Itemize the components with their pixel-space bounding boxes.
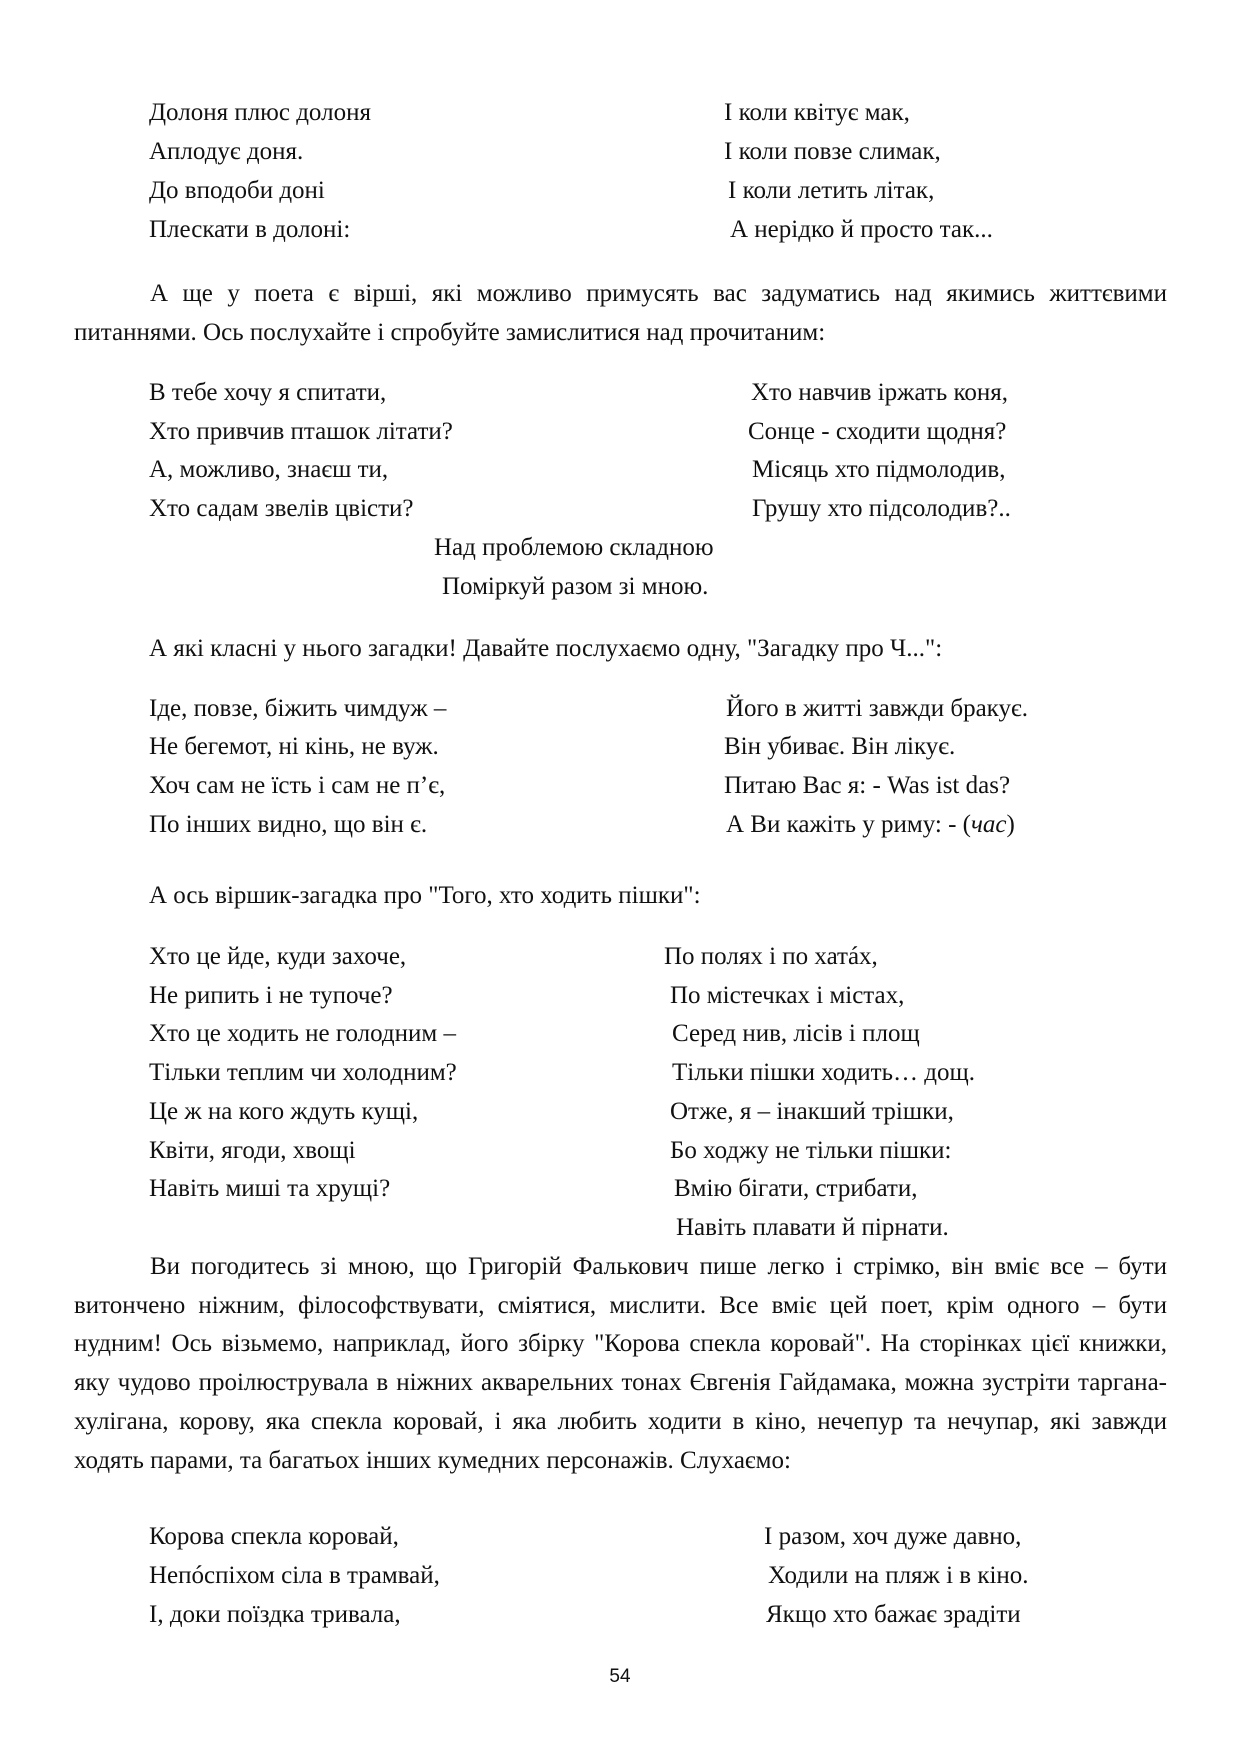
poem-4-left-line-7: Навіть миші та хрущі? bbox=[149, 1175, 391, 1202]
poem-1-right-line-1: І коли квітує мак, bbox=[724, 99, 910, 126]
poem-4-right-line-6: Бо ходжу не тільки пішки: bbox=[670, 1137, 952, 1164]
poem-1-left-line-2: Аплодує доня. bbox=[149, 138, 304, 165]
poem-4-right-line-7: Вмію бігати, стрибати, bbox=[674, 1175, 918, 1202]
poem-2-left-line-3: А, можливо, знаєш ти, bbox=[149, 456, 389, 483]
poem-5-left-line-1: Корова спекла коровай, bbox=[149, 1523, 399, 1550]
poem-3-left-line-4: По інших видно, що він є. bbox=[149, 811, 428, 838]
poem-5-right-line-2: Ходили на пляж і в кіно. bbox=[768, 1562, 1029, 1589]
paragraph-1 bbox=[74, 275, 1167, 352]
poem-2-center-line-2: Поміркуй разом зі мною. bbox=[442, 573, 709, 600]
paragraph-4 bbox=[74, 1248, 1167, 1480]
poem-4-right-line-4: Тільки пішки ходить… дощ. bbox=[672, 1059, 975, 1086]
paragraph-2: А які класні у нього загадки! Давайте послухаємо одну, "Загадку про Ч...": bbox=[149, 635, 943, 662]
poem-4-left-line-1: Хто це йде, куди захоче, bbox=[149, 943, 407, 970]
poem-4-left-line-5: Це ж на кого ждуть кущі, bbox=[149, 1098, 419, 1125]
riddle-answer-close: ) bbox=[1006, 811, 1015, 838]
poem-5-left-line-2: Непóспіхом сіла в трамвай, bbox=[149, 1562, 440, 1589]
poem-3-left-line-3: Хоч сам не їсть і сам не п’є, bbox=[149, 772, 446, 799]
paragraph-4-text: Ви погодитесь зі мною, що Григорій Фалькович пише легко і стрімко, він вміє все – бути витончено ніжним, філософствувати, сміятися, мислити. Все вміє цей поет, крім одного – бути нудним! Ось візьмемо, наприклад, його збірку "Корова спекла коровай". На сторінках цієї книжки, яку чудово проілюструвала в ніжних акварельних тонах Євгенія Гайдамака, можна зустріти таргана-хулігана, корову, яка спекла коровай, і яка любить ходити в кіно, нечепур та нечупар, які завжди ходять парами, та багатьох інших кумедних персонажів. Слухаємо: bbox=[74, 1253, 1167, 1474]
poem-5-left-line-3: І, доки поїздка тривала, bbox=[149, 1601, 401, 1628]
poem-1-left-line-3: До вподоби доні bbox=[149, 177, 325, 204]
poem-3-left-line-2: Не бегемот, ні кінь, не вуж. bbox=[149, 733, 439, 760]
poem-1-right-line-3: І коли летить літак, bbox=[728, 177, 935, 204]
poem-3-right-line-4-text: А Ви кажіть у риму: - ( bbox=[726, 811, 971, 838]
poem-1-left-line-1: Долоня плюс долоня bbox=[149, 99, 371, 126]
poem-3-right-line-3: Питаю Вас я: - Was ist das? bbox=[724, 772, 1011, 799]
poem-4-right-line-3: Серед нив, лісів і площ bbox=[672, 1020, 920, 1047]
poem-2-left-line-4: Хто садам звелів цвісти? bbox=[149, 495, 414, 522]
poem-2-right-line-4: Грушу хто підсолодив?.. bbox=[752, 495, 1011, 522]
poem-5-right-line-1: І разом, хоч дуже давно, bbox=[764, 1523, 1022, 1550]
poem-1-right-line-4: А нерідко й просто так... bbox=[730, 216, 993, 243]
poem-4-left-line-2: Не рипить і не тупоче? bbox=[149, 982, 393, 1009]
poem-3-right-line-1: Його в житті завжди бракує. bbox=[726, 695, 1028, 722]
poem-1-left-line-4: Плескати в долоні: bbox=[149, 216, 351, 243]
poem-3-right-line-2: Він убиває. Він лікує. bbox=[724, 733, 956, 760]
poem-2-right-line-1: Хто навчив іржать коня, bbox=[751, 379, 1008, 406]
poem-4-left-line-3: Хто це ходить не голодним – bbox=[149, 1020, 456, 1047]
poem-2-right-line-3: Місяць хто підмолодив, bbox=[752, 456, 1006, 483]
poem-5-right-line-3: Якщо хто бажає зрадіти bbox=[766, 1601, 1021, 1628]
poem-2-center-line-1: Над проблемою складною bbox=[434, 534, 714, 561]
poem-4-left-line-6: Квіти, ягоди, хвощі bbox=[149, 1137, 356, 1164]
poem-2-left-line-2: Хто привчив пташок літати? bbox=[149, 418, 453, 445]
paragraph-1-text: А ще у поета є вірші, які можливо примусять вас задуматись над якимись життєвими питаннями. Ось послухайте і спробуйте замислитися над прочитаним: bbox=[74, 280, 1167, 346]
poem-4-left-line-4: Тільки теплим чи холодним? bbox=[149, 1059, 457, 1086]
paragraph-3: А ось віршик-загадка про "Того, хто ходить пішки": bbox=[149, 882, 701, 909]
poem-3-right-line-4 bbox=[726, 810, 1015, 840]
page-number: 54 bbox=[609, 1666, 631, 1687]
poem-4-right-line-1: По полях і по хатáх, bbox=[664, 943, 878, 970]
poem-2-right-line-2: Сонце - сходити щодня? bbox=[748, 418, 1007, 445]
poem-1-right-line-2: І коли повзе слимак, bbox=[724, 138, 941, 165]
poem-2-left-line-1: В тебе хочу я спитати, bbox=[149, 379, 387, 406]
poem-4-right-line-8: Навіть плавати й пірнати. bbox=[676, 1214, 949, 1241]
poem-3-left-line-1: Іде, повзе, біжить чимдуж – bbox=[149, 695, 447, 722]
poem-4-right-line-2: По містечках і містах, bbox=[670, 982, 905, 1009]
poem-4-right-line-5: Отже, я – інакший трішки, bbox=[670, 1098, 954, 1125]
riddle-answer: час bbox=[970, 811, 1007, 838]
